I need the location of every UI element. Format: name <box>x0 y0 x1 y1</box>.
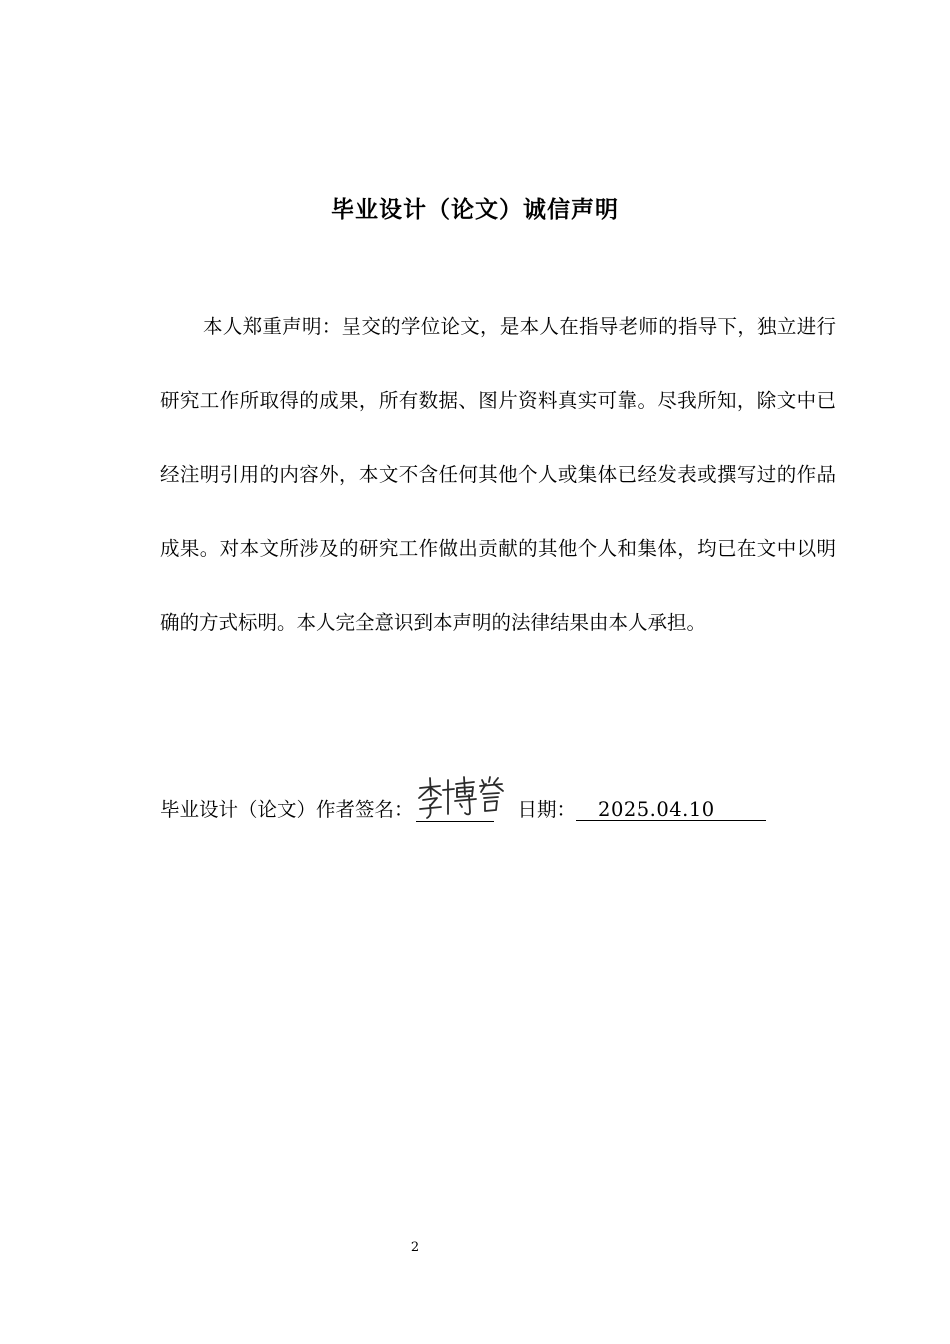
signature-row <box>160 790 860 830</box>
handwritten-signature-image <box>410 774 510 824</box>
date-label: 日期： <box>517 798 577 821</box>
statement-paragraph: 本人郑重声明：呈交的学位论文，是本人在指导老师的指导下，独立进行研究工作所取得的成果，所有数据、图片资料真实可靠。尽我所知，除文中已经注明引用的内容外，本文不含任何其他个人或集体已经发表或撰写过的作品成果。对本文所涉及的研究工作做出贡献的其他个人和集体，均已在文中以明确的方式标明。本人完全意识到本声明的法律结果由本人承担。 <box>160 315 836 634</box>
date-value: 2025.04.10 <box>576 790 766 821</box>
signature-label: 毕业设计（论文）作者签名： <box>160 798 414 821</box>
page-title: 毕业设计（论文）诚信声明 <box>331 197 619 223</box>
page-number: 2 <box>410 1240 420 1255</box>
signature-field <box>416 790 494 822</box>
